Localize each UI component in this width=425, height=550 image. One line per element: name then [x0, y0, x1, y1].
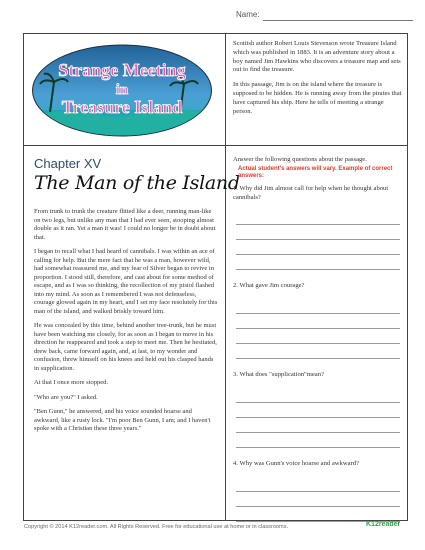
- story-paragraph: At that I once more stopped.: [34, 379, 109, 386]
- question-3: 3. What does "supplication"mean?: [233, 371, 324, 379]
- logo-line-3: Treasure Island: [61, 97, 183, 117]
- answer-lines-2: [233, 299, 403, 359]
- story-paragraph: "Who are you?" I asked.: [34, 393, 98, 401]
- answer-lines-3: [233, 388, 403, 448]
- answer-line[interactable]: [236, 255, 400, 270]
- story-paragraph: He was concealed by this time, behind another tree-trunk, but he must have been watching me closely, for as soon as I began to move in his direction he reappeared and took a step to meet me. Then he hesitated, drew back, came forward again, and, at last, to my wonder and confusion, threw himself on his knees and held out his clasped hands in supplication.: [34, 322, 217, 372]
- answer-line[interactable]: [236, 507, 400, 522]
- logo-line-1: Strange Meeting: [58, 60, 186, 80]
- intro-text: [233, 40, 403, 122]
- intro-paragraph-2: In this passage, Jim is on the island where the treasure is supposed to be hidden. He is running away from the pirates that have captured his ship. Here he tells of meeting a strange person.: [233, 81, 402, 115]
- questions-instruction: Answer the following questions about the passage.: [233, 156, 367, 163]
- answer-line[interactable]: [236, 240, 400, 255]
- answer-line[interactable]: [236, 299, 400, 314]
- k12reader-logo: K12reader: [366, 521, 401, 528]
- story-paragraph: I began to recall what I had heard of cannibals. I was within an ace of calling for help. But the mere fact that he was a man, however wild, had somewhat reassured me, and my fear of Silver began to revive in proportion. I stood still, therefore, and cast about for some method of escape, and as I was so thinking, the recollection of my pistol flashed into my mind. As soon as I remembered I was not defenseless, courage glowed again in my heart, and I set my face resolutely for this man of the island, and walked briskly toward him.: [34, 248, 218, 315]
- header-divider: [24, 145, 407, 146]
- story-paragraph: "Ben Gunn," he answered, and his voice sounded hoarse and awkward, like a rusty lock. "I'm poor Ben Gunn, I am; and I haven't spoke with a Christian these three years.": [34, 408, 211, 432]
- story-paragraph: From trunk to trunk the creature flitted like a deer, running man-like on two legs, but unlike any man that I had ever seen, stooping almost double as it ran. Yet a man it was! I could no longer be in doubt about that.: [34, 208, 216, 241]
- answer-line[interactable]: [236, 492, 400, 507]
- question-2: 2. What gave Jim courage?: [233, 282, 305, 290]
- title-logo: [30, 42, 214, 139]
- question-1: 1. Why did Jim almost call for help when he thought about cannibals?: [233, 184, 389, 201]
- answer-line[interactable]: [236, 210, 400, 225]
- answer-line[interactable]: [236, 433, 400, 448]
- question-4: 4. Why was Gunn's voice hoarse and awkward?: [233, 459, 359, 467]
- questions-panel: [233, 156, 403, 534]
- intro-paragraph-1: Scottish author Robert Louis Stevenson wrote Treasure Island which was published in 1883. It is an adventure story about a boy named Jim Hawkins who discovers a treasure map and sets out to find the treasure.: [233, 40, 401, 74]
- chapter-heading: Chapter XV: [34, 156, 102, 171]
- answer-line[interactable]: [236, 344, 400, 359]
- story-title: The Man of the Island: [34, 172, 240, 194]
- answer-lines-4: [233, 477, 403, 522]
- answer-line[interactable]: [236, 403, 400, 418]
- name-label: Name:: [236, 10, 260, 19]
- answer-line[interactable]: [236, 329, 400, 344]
- name-field[interactable]: [263, 20, 413, 21]
- copyright-footer: Copyright © 2014 K12reader.com. All Rights Reserved. Free for educational use at home or in classrooms.: [24, 524, 289, 530]
- answer-line[interactable]: [236, 314, 400, 329]
- story-passage: [34, 208, 218, 440]
- answer-line[interactable]: [236, 388, 400, 403]
- answers-note: Actual student's answers will vary. Example of correct answers:: [238, 165, 393, 180]
- worksheet-frame: [23, 33, 408, 521]
- column-divider: [225, 34, 226, 520]
- logo-line-2: in: [115, 82, 129, 98]
- answer-line[interactable]: [236, 418, 400, 433]
- answer-lines-1: [233, 210, 403, 270]
- answer-line[interactable]: [236, 225, 400, 240]
- answer-line[interactable]: [236, 477, 400, 492]
